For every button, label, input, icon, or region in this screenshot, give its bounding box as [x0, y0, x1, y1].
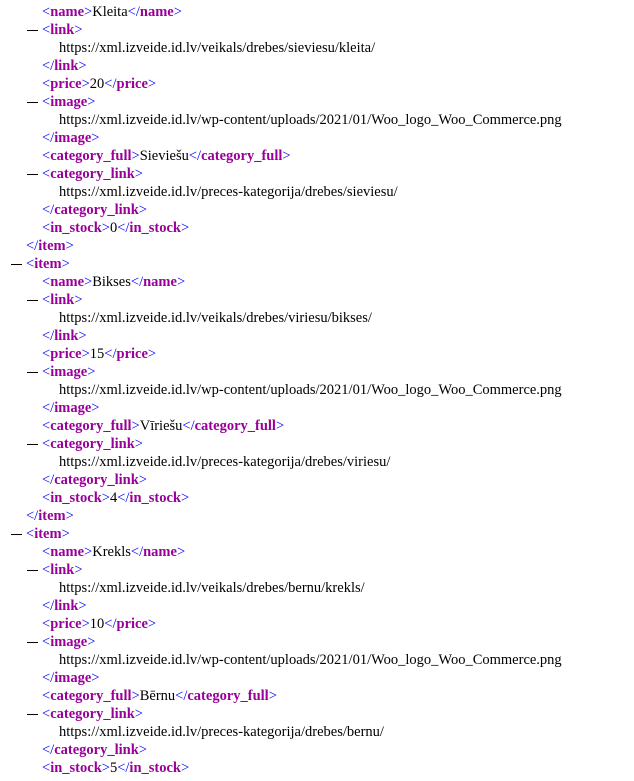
element-value: Kleita	[92, 4, 128, 20]
xml-line-content	[26, 237, 74, 255]
tag-bracket: >	[101, 760, 110, 776]
collapse-toggle-icon[interactable]	[10, 255, 24, 273]
element-value: Vīriešu	[139, 418, 183, 434]
tag-name: price	[116, 76, 148, 92]
tag-bracket: >	[147, 76, 157, 92]
tag-name: image	[50, 364, 88, 380]
collapse-toggle-icon[interactable]	[26, 21, 40, 39]
tag-name: item	[38, 238, 66, 254]
tag-bracket: >	[81, 346, 90, 362]
tag-name: category_link	[50, 706, 135, 722]
tag-name: link	[54, 58, 79, 74]
tag-bracket: </	[104, 346, 117, 362]
xml-line-content	[42, 327, 87, 345]
xml-line-content	[42, 273, 185, 291]
tag-bracket: >	[81, 616, 90, 632]
tag-bracket: <	[42, 274, 51, 290]
element-value: 20	[89, 76, 105, 92]
tag-bracket: >	[138, 742, 147, 758]
tag-name: image	[50, 94, 88, 110]
collapse-toggle-icon[interactable]	[26, 363, 40, 381]
text-node: https://xml.izveide.id.lv/wp-content/uploads/2021/01/Woo_logo_Woo_Commerce.png	[59, 382, 562, 398]
tag-bracket: </	[42, 328, 55, 344]
tag-bracket: >	[74, 22, 83, 38]
tag-name: name	[50, 544, 85, 560]
tag-bracket: </	[26, 238, 39, 254]
tag-bracket: >	[275, 418, 285, 434]
xml-line-content	[42, 345, 156, 363]
tag-name: link	[50, 22, 75, 38]
xml-line-content	[59, 381, 562, 399]
text-node: https://xml.izveide.id.lv/veikals/drebes/bernu/krekls/	[59, 580, 365, 596]
tag-bracket: >	[147, 616, 157, 632]
tag-bracket: <	[42, 688, 51, 704]
element-value: 10	[89, 616, 105, 632]
text-node: https://xml.izveide.id.lv/preces-kategorija/drebes/bernu/	[59, 724, 384, 740]
tag-bracket: >	[101, 220, 110, 236]
tag-bracket: <	[42, 22, 51, 38]
tag-name: in_stock	[50, 490, 102, 506]
xml-line-content	[42, 219, 189, 237]
element-value: 4	[109, 490, 118, 506]
tag-bracket: >	[134, 706, 143, 722]
xml-line-content	[42, 291, 83, 309]
tag-name: price	[116, 616, 148, 632]
tag-name: category_full	[201, 148, 283, 164]
tag-bracket: <	[42, 706, 51, 722]
xml-line-content	[59, 39, 375, 57]
tag-name: category_full	[194, 418, 276, 434]
tag-name: category_link	[54, 472, 139, 488]
tag-bracket: <	[42, 292, 51, 308]
tag-name: category_link	[50, 166, 135, 182]
xml-line-content	[59, 453, 390, 471]
tag-bracket: </	[182, 418, 195, 434]
tag-bracket: >	[181, 490, 190, 506]
tag-bracket: <	[42, 76, 51, 92]
tag-name: category_full	[50, 688, 132, 704]
tag-name: price	[50, 76, 82, 92]
xml-line-content	[26, 525, 70, 543]
tag-bracket: >	[268, 688, 277, 704]
xml-line-content	[59, 111, 562, 129]
tag-bracket: </	[42, 130, 55, 146]
xml-line-content	[42, 561, 83, 579]
tag-bracket: >	[134, 166, 143, 182]
element-value: Bērnu	[139, 688, 176, 704]
tag-bracket: >	[131, 688, 140, 704]
tag-name: price	[50, 346, 82, 362]
xml-line-content	[42, 57, 87, 75]
xml-line-content	[42, 129, 99, 147]
xml-line-content	[26, 507, 74, 525]
tag-name: category_link	[54, 742, 139, 758]
tag-bracket: >	[84, 544, 93, 560]
tag-bracket: </	[42, 202, 55, 218]
tag-bracket: >	[282, 148, 291, 164]
tag-bracket: >	[181, 220, 190, 236]
tag-bracket: >	[65, 508, 74, 524]
tag-bracket: >	[131, 418, 140, 434]
tag-bracket: >	[78, 58, 87, 74]
xml-line-content	[59, 651, 562, 669]
tag-bracket: </	[42, 742, 55, 758]
tag-bracket: >	[61, 526, 70, 542]
xml-line-content	[42, 165, 143, 183]
tag-bracket: </	[42, 670, 55, 686]
element-value: Krekls	[92, 544, 131, 560]
tag-bracket: </	[104, 76, 117, 92]
tag-bracket: <	[42, 436, 51, 452]
tag-name: price	[116, 346, 148, 362]
tag-name: image	[54, 130, 92, 146]
tag-bracket: <	[42, 562, 51, 578]
xml-line-content	[42, 93, 95, 111]
tag-bracket: >	[131, 148, 140, 164]
tag-bracket: <	[42, 760, 51, 776]
collapse-toggle-icon[interactable]	[26, 435, 40, 453]
tag-bracket: </	[188, 148, 202, 164]
tag-bracket: </	[127, 4, 140, 20]
xml-line-content	[42, 759, 189, 777]
element-value: 0	[109, 220, 118, 236]
tag-name: image	[54, 670, 92, 686]
collapse-toggle-icon[interactable]	[10, 525, 24, 543]
tag-name: price	[50, 616, 82, 632]
tag-bracket: <	[42, 220, 51, 236]
xml-line-content	[59, 309, 372, 327]
tag-bracket: >	[65, 238, 74, 254]
tag-bracket: >	[87, 634, 96, 650]
tag-bracket: <	[42, 634, 51, 650]
xml-line-content	[42, 705, 143, 723]
xml-line-content	[42, 471, 147, 489]
tag-bracket: >	[87, 94, 96, 110]
collapse-toggle-icon[interactable]	[26, 705, 40, 723]
tag-bracket: >	[78, 328, 87, 344]
tag-bracket: >	[81, 76, 90, 92]
tag-name: link	[54, 598, 79, 614]
tag-name: name	[143, 274, 177, 290]
collapse-toggle-icon[interactable]	[26, 633, 40, 651]
tag-bracket: >	[138, 202, 147, 218]
tag-bracket: >	[176, 274, 186, 290]
tag-bracket: </	[42, 58, 55, 74]
tag-bracket: </	[42, 472, 55, 488]
tag-name: category_full	[50, 148, 132, 164]
tag-name: category_link	[50, 436, 135, 452]
xml-line-content	[42, 399, 99, 417]
tag-bracket: >	[84, 4, 93, 20]
xml-line-content	[42, 489, 189, 507]
tag-bracket: <	[42, 418, 51, 434]
tag-bracket: >	[84, 274, 93, 290]
text-node: https://xml.izveide.id.lv/veikals/drebes/sieviesu/kleita/	[59, 40, 376, 56]
tag-name: image	[54, 400, 92, 416]
xml-line-content	[42, 741, 147, 759]
tag-bracket: >	[101, 490, 110, 506]
tag-bracket: >	[74, 292, 83, 308]
collapse-toggle-icon[interactable]	[26, 291, 40, 309]
tag-bracket: >	[91, 130, 100, 146]
xml-line-content	[26, 255, 70, 273]
collapse-toggle-icon[interactable]	[26, 165, 40, 183]
tag-name: in_stock	[129, 220, 181, 236]
tag-bracket: </	[26, 508, 39, 524]
text-node: https://xml.izveide.id.lv/veikals/drebes/viriesu/bikses/	[59, 310, 372, 326]
tag-bracket: >	[61, 256, 70, 272]
tag-bracket: >	[134, 436, 143, 452]
tag-bracket: </	[104, 616, 117, 632]
xml-line-content	[42, 147, 291, 165]
tag-name: in_stock	[129, 760, 181, 776]
collapse-toggle-icon[interactable]	[26, 561, 40, 579]
tag-bracket: </	[42, 598, 55, 614]
tag-bracket: <	[42, 490, 51, 506]
tag-name: image	[50, 634, 88, 650]
tag-bracket: <	[42, 166, 51, 182]
tag-bracket: </	[130, 274, 144, 290]
tag-name: item	[34, 526, 62, 542]
xml-line-content	[42, 435, 143, 453]
text-node: https://xml.izveide.id.lv/wp-content/uploads/2021/01/Woo_logo_Woo_Commerce.png	[59, 112, 562, 128]
tag-name: name	[50, 274, 85, 290]
tag-bracket: </	[130, 544, 144, 560]
tag-name: in_stock	[50, 220, 102, 236]
xml-line-content	[42, 669, 99, 687]
tag-bracket: <	[42, 544, 51, 560]
xml-line-content	[42, 363, 95, 381]
tag-bracket: <	[26, 526, 35, 542]
tag-bracket: >	[181, 760, 190, 776]
tag-name: link	[50, 292, 75, 308]
tag-bracket: >	[138, 472, 147, 488]
tag-bracket: <	[26, 256, 35, 272]
collapse-toggle-icon[interactable]	[26, 93, 40, 111]
tag-bracket: >	[74, 562, 83, 578]
xml-line-content	[42, 615, 156, 633]
xml-line-content	[59, 579, 365, 597]
tag-name: category_link	[54, 202, 139, 218]
tag-bracket: </	[117, 220, 130, 236]
tag-bracket: >	[87, 364, 96, 380]
tag-bracket: >	[176, 544, 186, 560]
tag-bracket: >	[78, 598, 87, 614]
tag-name: name	[50, 4, 85, 20]
element-value: 5	[109, 760, 118, 776]
tag-name: link	[50, 562, 75, 578]
xml-line-content	[59, 183, 398, 201]
tag-bracket: <	[42, 346, 51, 362]
tag-bracket: </	[117, 490, 130, 506]
tag-bracket: >	[147, 346, 157, 362]
tag-bracket: >	[91, 400, 100, 416]
tag-name: name	[139, 4, 174, 20]
xml-line-content	[42, 417, 284, 435]
xml-line-content	[42, 597, 87, 615]
xml-line-content	[42, 633, 95, 651]
tag-bracket: <	[42, 616, 51, 632]
element-value: Bikses	[92, 274, 131, 290]
text-node: https://xml.izveide.id.lv/wp-content/uploads/2021/01/Woo_logo_Woo_Commerce.png	[59, 652, 562, 668]
tag-name: name	[143, 544, 177, 560]
tag-bracket: <	[42, 148, 51, 164]
tag-name: in_stock	[50, 760, 102, 776]
element-value: 15	[89, 346, 105, 362]
xml-line-content	[42, 543, 185, 561]
tag-name: category_full	[50, 418, 132, 434]
xml-line-content	[59, 723, 384, 741]
tag-bracket: >	[173, 4, 182, 20]
xml-line-content	[42, 75, 156, 93]
element-value: Sieviešu	[139, 148, 189, 164]
tag-bracket: </	[175, 688, 188, 704]
text-node: https://xml.izveide.id.lv/preces-kategorija/drebes/viriesu/	[59, 454, 391, 470]
tag-name: link	[54, 328, 79, 344]
tag-name: item	[34, 256, 62, 272]
tag-bracket: <	[42, 364, 51, 380]
tag-name: item	[38, 508, 66, 524]
tag-bracket: </	[42, 400, 55, 416]
xml-line-content	[42, 21, 83, 39]
tag-name: category_full	[187, 688, 269, 704]
xml-line-content	[42, 3, 182, 21]
tag-name: in_stock	[129, 490, 181, 506]
xml-line-content	[42, 687, 277, 705]
xml-line-content	[42, 201, 147, 219]
tag-bracket: <	[42, 4, 51, 20]
tag-bracket: <	[42, 94, 51, 110]
text-node: https://xml.izveide.id.lv/preces-kategorija/drebes/sieviesu/	[59, 184, 398, 200]
tag-bracket: >	[91, 670, 100, 686]
tag-bracket: </	[117, 760, 130, 776]
